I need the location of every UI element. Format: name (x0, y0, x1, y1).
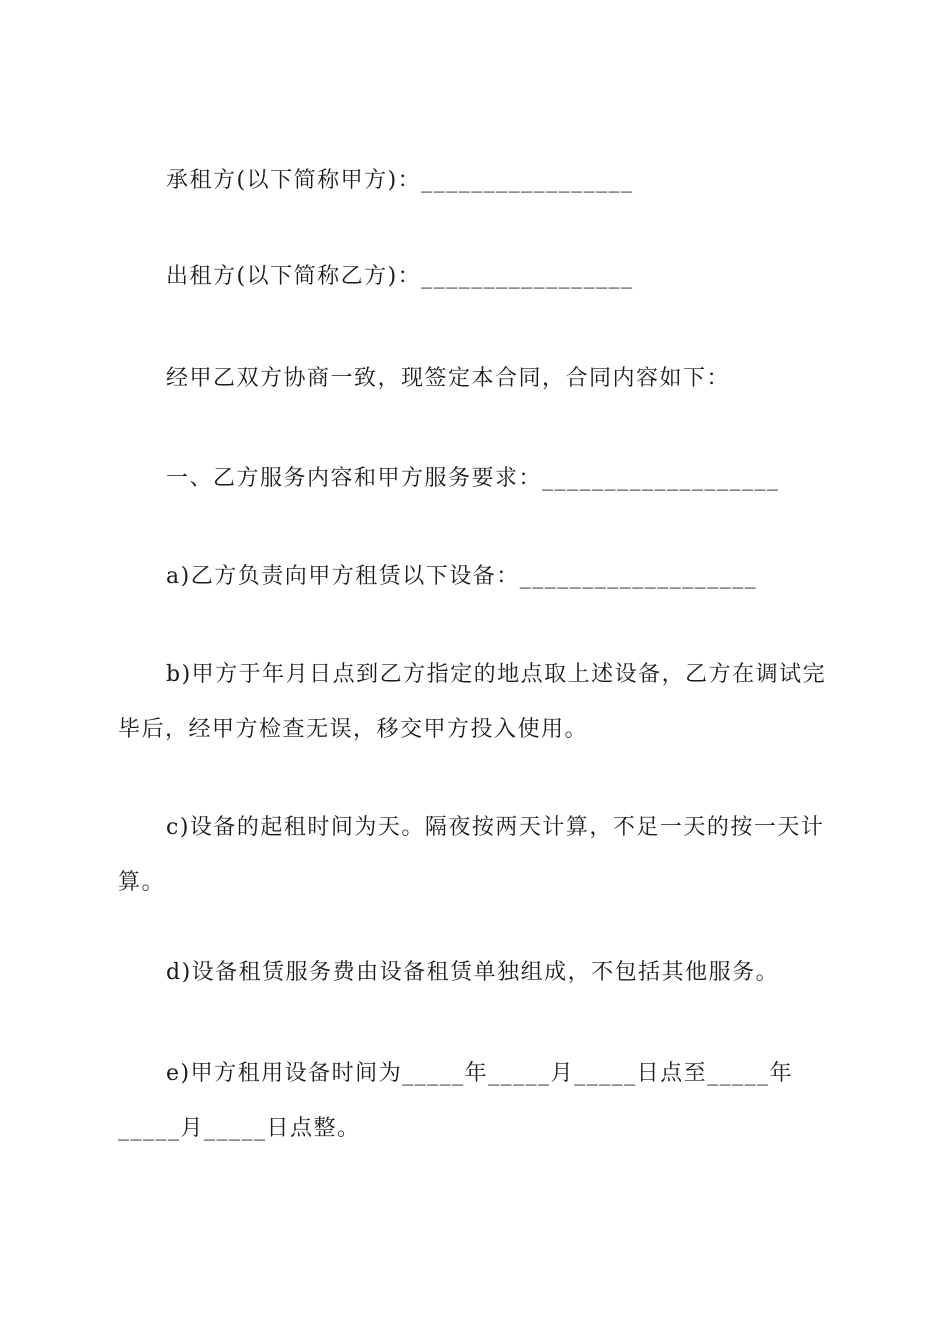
clause-a: a)乙方负责向甲方租赁以下设备：___________________ (166, 564, 758, 589)
clause-d: d)设备租赁服务费由设备租赁单独组成，不包括其他服务。 (166, 960, 780, 985)
lessor-line: 出租方(以下简称乙方)：_________________ (166, 264, 634, 289)
clause-1-heading: 一、乙方服务内容和甲方服务要求：___________________ (166, 466, 780, 491)
agreement-intro: 经甲乙双方协商一致，现签定本合同，合同内容如下： (166, 366, 731, 391)
clause-c: c)设备的起租时间为天。隔夜按两天计算，不足一天的按一天计算。 (118, 815, 825, 895)
clause-e: e)甲方租用设备时间为_____年_____月_____日点至_____年_____月_____日点整。 (118, 1061, 794, 1141)
clause-b: b)甲方于年月日点到乙方指定的地点取上述设备，乙方在调试完毕后，经甲方检查无误，移交甲方投入使用。 (118, 662, 827, 742)
lessee-line: 承租方(以下简称甲方)：_________________ (166, 168, 634, 193)
